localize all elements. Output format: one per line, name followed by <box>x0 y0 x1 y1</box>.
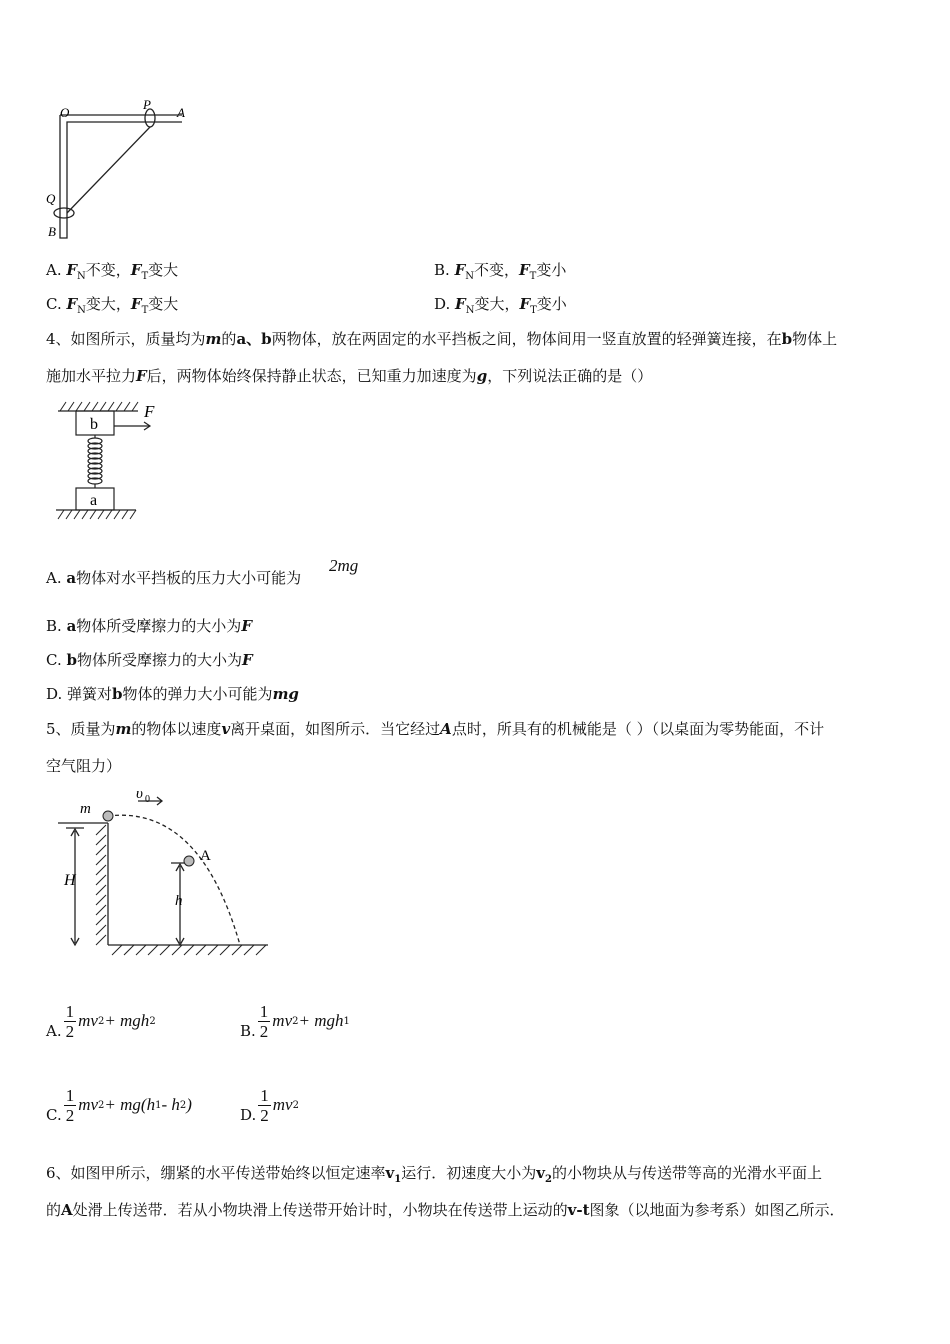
velocity-v0-subscript: 0 <box>145 794 150 805</box>
q4-option-a[interactable]: A. a物体对水平挡板的压力大小可能为 <box>46 569 302 587</box>
q4-option-a-expression: 2mg <box>329 556 359 575</box>
q5-option-b[interactable]: B. $\frac{1}{2}$ mv 2 + mgh 1 <box>240 1001 350 1041</box>
height-h-label: h <box>175 893 183 909</box>
q3-option-c[interactable]: C. $F_N$变大，$F_T$变大 <box>46 295 179 316</box>
velocity-v0-label: υ <box>136 786 143 802</box>
q4-option-c[interactable]: C. b物体所受摩擦力的大小为F <box>46 651 253 669</box>
q5-stem-line2: 空气阻力） <box>46 757 122 775</box>
height-H-label: H <box>64 872 76 889</box>
q6-stem-line2: 的A处滑上传送带．若从小物块滑上传送带开始计时，小物块在传送带上运动的v-t图象（以地面为参考系）如图乙所示． <box>46 1201 845 1219</box>
projectile-figure <box>50 785 275 960</box>
label-B: B <box>48 224 56 239</box>
label-A: A <box>177 105 185 120</box>
mass-m-label: m <box>80 801 91 817</box>
q5-option-d[interactable]: D. $\frac{1}{2}$ mv 2 <box>240 1085 299 1125</box>
label-Q: Q <box>46 191 56 206</box>
point-A-label: A <box>200 848 211 864</box>
force-F-label: F <box>144 402 155 421</box>
q3-option-d[interactable]: D. $F_N$变大，$F_T$变小 <box>434 295 567 316</box>
q5-option-c[interactable]: C. $\frac{1}{2}$ mv 2 + mg(h 1 - h 2 ) <box>46 1085 192 1125</box>
q3-option-a[interactable]: A. $F_N$不变，$F_T$变大 <box>46 261 179 282</box>
q4-option-b[interactable]: B. a物体所受摩擦力的大小为F <box>46 617 252 635</box>
block-a-label: a <box>90 492 98 509</box>
q4-stem-line1: 4、如图所示，质量均为m的a、b两物体，放在两固定的水平挡板之间，物体间用一竖直放置的轻弹簧连接，在b物体上 <box>46 330 838 348</box>
q3-option-b[interactable]: B. $F_N$不变，$F_T$变小 <box>434 261 567 282</box>
rod-ring-figure <box>40 95 200 245</box>
q4-option-d[interactable]: D. 弹簧对b物体的弹力大小可能为mg <box>46 685 299 703</box>
label-O: O <box>60 105 70 120</box>
q4-stem-line2: 施加水平拉力F后，两物体始终保持静止状态，已知重力加速度为g，下列说法正确的是（） <box>46 367 653 385</box>
block-b-label: b <box>90 416 98 433</box>
label-P: P <box>143 97 151 112</box>
q5-stem-line1: 5、质量为m的物体以速度v离开桌面，如图所示．当它经过A点时，所具有的机械能是（ ）（以桌面为零势能面，不计 <box>46 720 825 738</box>
q5-option-a[interactable]: A. $\frac{1}{2}$ mv 2 + mgh 2 <box>46 1001 156 1041</box>
spring-blocks-figure <box>50 398 170 523</box>
q6-stem-line1: 6、如图甲所示，绷紧的水平传送带始终以恒定速率$v_1$运行．初速度大小为$v_2$的小物块从与传送带等高的光滑水平面上 <box>46 1164 822 1185</box>
